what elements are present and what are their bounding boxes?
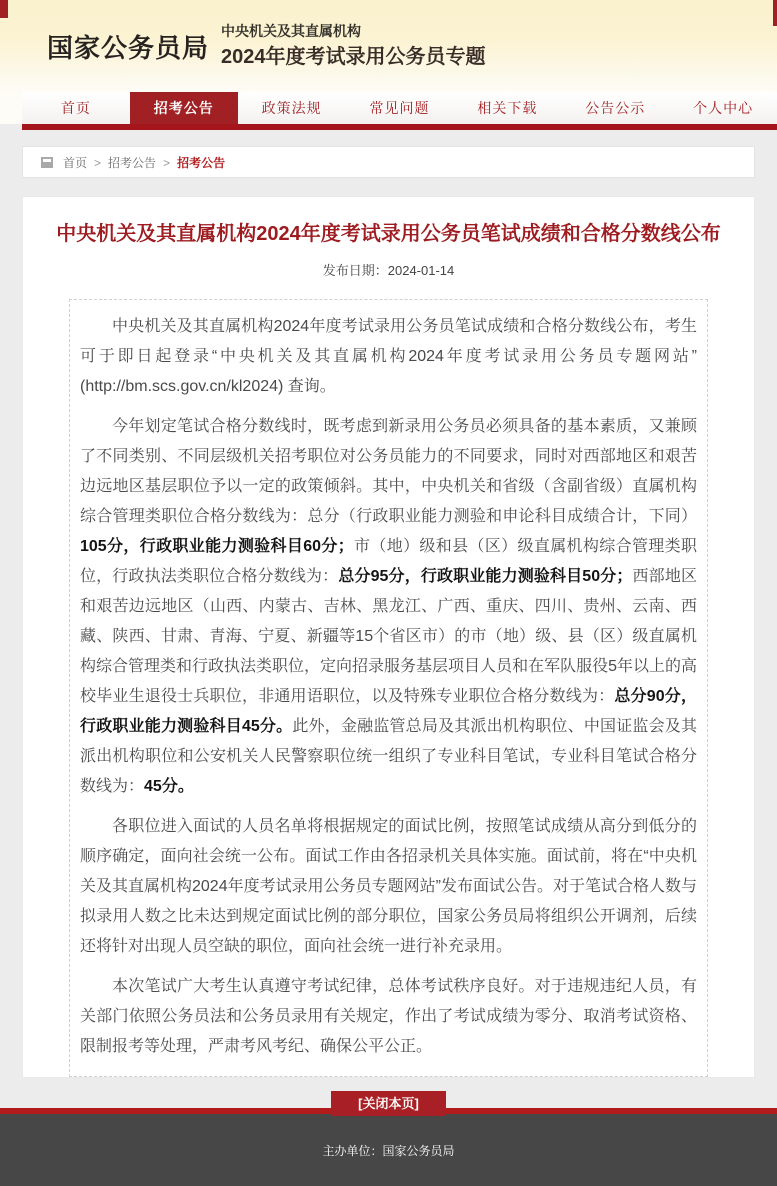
location-icon bbox=[41, 157, 53, 168]
main-area bbox=[0, 146, 777, 1111]
footer-text: 主办单位：国家公务员局 bbox=[322, 1144, 455, 1158]
article-title: 中央机关及其直属机构2024年度考试录用公务员笔试成绩和合格分数线公布 bbox=[56, 223, 721, 245]
breadcrumb-link[interactable]: 招考公告 bbox=[108, 155, 157, 170]
close-page-button[interactable]: [关闭本页] bbox=[331, 1091, 446, 1116]
nav-row bbox=[0, 92, 777, 124]
article-date-label: 发布日期： bbox=[322, 263, 388, 278]
corner-decoration-left bbox=[0, 0, 8, 18]
subtitle-small: 中央机关及其直属机构 bbox=[221, 23, 362, 39]
nav-tab-policies[interactable]: 政策法规 bbox=[261, 100, 322, 116]
corner-decoration-right bbox=[773, 0, 777, 26]
breadcrumb-link[interactable]: 首页 bbox=[63, 155, 88, 170]
article-paragraph: 本次笔试广大考生认真遵守考试纪律，总体考试秩序良好。对于违规违纪人员，有关部门依照公务员法和公务员录用有关规定，作出了考试成绩为零分、取消考试资格、限制报考等处理，严肃考风考纪、确保公平公正。 bbox=[80, 978, 697, 1055]
article-date bbox=[23, 260, 754, 279]
breadcrumb-separator: > bbox=[94, 155, 102, 170]
site-subtitle bbox=[221, 22, 486, 70]
nav-underline-row bbox=[0, 124, 777, 130]
site-footer bbox=[0, 1114, 777, 1186]
site-logo: 国家公务员局 bbox=[47, 33, 210, 63]
article-date-value: 2024-01-14 bbox=[387, 263, 455, 278]
article-body bbox=[69, 299, 708, 1077]
nav-tab-public-notices[interactable]: 公告公示 bbox=[585, 100, 646, 116]
nav-underline bbox=[22, 124, 777, 130]
nav-tab-faq[interactable]: 常见问题 bbox=[369, 100, 430, 116]
breadcrumb-current[interactable]: 招考公告 bbox=[177, 155, 226, 170]
article-paragraph: 各职位进入面试的人员名单将根据规定的面试比例，按照笔试成绩从高分到低分的顺序确定，面向社会统一公布。面试工作由各招录机关具体实施。面试前，将在“中央机关及其直属机构2024年度考试录用公务员专题网站”发布面试公告。对于笔试合格人数与拟录用人数之比未达到规定面试比例的部分职位，国家公务员局将组织公开调剂，后续还将针对出现人员空缺的职位，面向社会统一进行补充录用。 bbox=[80, 818, 697, 955]
site-header bbox=[0, 0, 777, 92]
nav-tabs bbox=[22, 92, 777, 124]
article-paragraph: 中央机关及其直属机构2024年度考试录用公务员笔试成绩和合格分数线公布，考生可于即日起登录“中央机关及其直属机构2024年度考试录用公务员专题网站”(http://bm.scs.gov.cn/kl2024) 查询。 bbox=[80, 318, 697, 395]
nav-tab-announcements[interactable]: 招考公告 bbox=[130, 92, 238, 124]
breadcrumb bbox=[22, 146, 755, 178]
breadcrumb-trail bbox=[63, 154, 225, 171]
nav-tab-personal-center[interactable]: 个人中心 bbox=[693, 100, 754, 116]
breadcrumb-separator: > bbox=[163, 155, 171, 170]
article-paragraph: 今年划定笔试合格分数线时，既考虑到新录用公务员必须具备的基本素质，又兼顾了不同类别、不同层级机关招考职位对公务员能力的不同要求，同时对西部地区和艰苦边远地区基层职位予以一定的政策倾斜。其中，中央机关和省级（含副省级）直属机构综合管理类职位合格分数线为：总分（行政职业能力测验和申论科目成绩合计，下同）105分，行政职业能力测验科目60分；市（地）级和县（区）级直属机构综合管理类职位，行政执法类职位合格分数线为：总分95分，行政职业能力测验科目50分；西部地区和艰苦边远地区（山西、内蒙古、吉林、黑龙江、广西、重庆、四川、贵州、云南、西藏、陕西、甘肃、青海、宁夏、新疆等15个省区市）的市（地）级、县（区）级直属机构综合管理类和行政执法类职位，定向招录服务基层项目人员和在军队服役5年以上的高校毕业生退役士兵职位，非通用语职位，以及特殊专业职位合格分数线为：总分90分，行政职业能力测验科目45分。此外，金融监管总局及其派出机构职位、中国证监会及其派出机构职位和公安机关人民警察职位统一组织了专业科目笔试，专业科目笔试合格分数线为：45分。 bbox=[80, 418, 697, 795]
nav-tab-downloads[interactable]: 相关下载 bbox=[477, 100, 538, 116]
nav-tab-home[interactable]: 首页 bbox=[60, 100, 91, 116]
subtitle-large: 2024年度考试录用公务员专题 bbox=[221, 46, 486, 68]
article-card bbox=[22, 196, 755, 1111]
